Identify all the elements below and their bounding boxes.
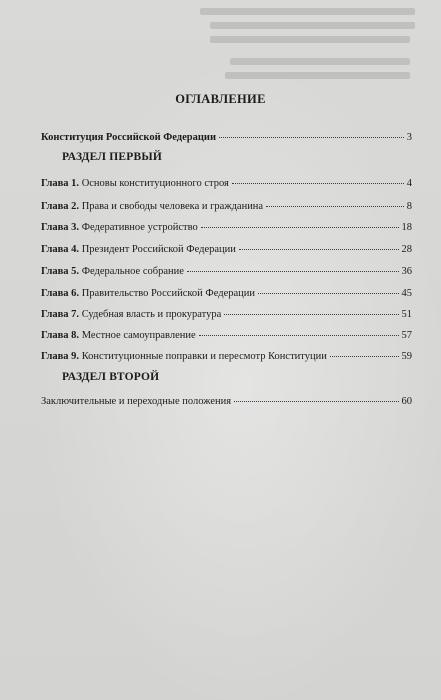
toc-entry-chapter-7[interactable] <box>41 309 412 320</box>
chapter-title: Президент Российской Федерации <box>81 244 236 255</box>
page-number: 57 <box>401 330 412 341</box>
chapter-title: Судебная власть и прокуратура <box>81 309 222 320</box>
final-provisions-label: Заключительные и переходные положения <box>41 396 232 407</box>
page-number: 60 <box>401 396 412 407</box>
toc-title: ОГЛАВЛЕНИЕ <box>175 92 266 106</box>
toc-entry-chapter-2[interactable] <box>41 201 412 212</box>
chapter-title: Федеральное собрание <box>81 266 184 277</box>
toc-entry-chapter-6[interactable] <box>41 288 412 299</box>
chapter-prefix: Глава 1. <box>41 178 80 189</box>
leader-dots <box>219 137 404 138</box>
chapter-prefix: Глава 8. <box>41 330 80 341</box>
toc-entry-constitution[interactable] <box>41 132 412 143</box>
leader-dots <box>201 227 399 228</box>
leader-dots <box>266 206 404 207</box>
page-number: 59 <box>401 351 412 362</box>
leader-dots <box>258 293 398 294</box>
page-number: 4 <box>406 178 412 189</box>
chapter-prefix: Глава 4. <box>41 244 80 255</box>
toc-entry-chapter-4[interactable] <box>41 244 412 255</box>
toc-entry-chapter-9[interactable] <box>41 351 412 362</box>
chapter-prefix: Глава 7. <box>41 309 80 320</box>
leader-dots <box>234 401 398 402</box>
page-number: 8 <box>406 201 412 212</box>
leader-dots <box>239 249 399 250</box>
chapter-prefix: Глава 3. <box>41 222 80 233</box>
page-number: 51 <box>401 309 412 320</box>
leader-dots <box>330 356 399 357</box>
chapter-title: Конституционные поправки и пересмотр Конституции <box>81 351 327 362</box>
page-number: 28 <box>401 244 412 255</box>
chapter-title: Основы конституционного строя <box>81 178 229 189</box>
page-number: 18 <box>401 222 412 233</box>
chapter-title: Местное самоуправление <box>81 330 196 341</box>
leader-dots <box>187 271 399 272</box>
toc-entry-final-provisions[interactable] <box>41 396 412 407</box>
chapter-title: Правительство Российской Федерации <box>81 288 256 299</box>
page-number: 45 <box>401 288 412 299</box>
section-heading-first: РАЗДЕЛ ПЕРВЫЙ <box>62 151 162 163</box>
page-number: 36 <box>401 266 412 277</box>
chapter-title: Федеративное устройство <box>81 222 198 233</box>
page-number: 3 <box>406 132 412 143</box>
leader-dots <box>224 314 398 315</box>
section-heading-second: РАЗДЕЛ ВТОРОЙ <box>62 371 160 383</box>
chapter-prefix: Глава 6. <box>41 288 80 299</box>
constitution-label: Конституция Российской Федерации <box>41 132 217 143</box>
toc-entry-chapter-5[interactable] <box>41 266 412 277</box>
chapter-prefix: Глава 2. <box>41 201 80 212</box>
chapter-prefix: Глава 5. <box>41 266 80 277</box>
show-through-text <box>0 0 441 85</box>
toc-entry-chapter-3[interactable] <box>41 222 412 233</box>
leader-dots <box>199 335 399 336</box>
toc-entry-chapter-1[interactable] <box>41 178 412 189</box>
chapter-title: Права и свободы человека и гражданина <box>81 201 264 212</box>
leader-dots <box>232 183 404 184</box>
toc-entry-chapter-8[interactable] <box>41 330 412 341</box>
chapter-prefix: Глава 9. <box>41 351 80 362</box>
